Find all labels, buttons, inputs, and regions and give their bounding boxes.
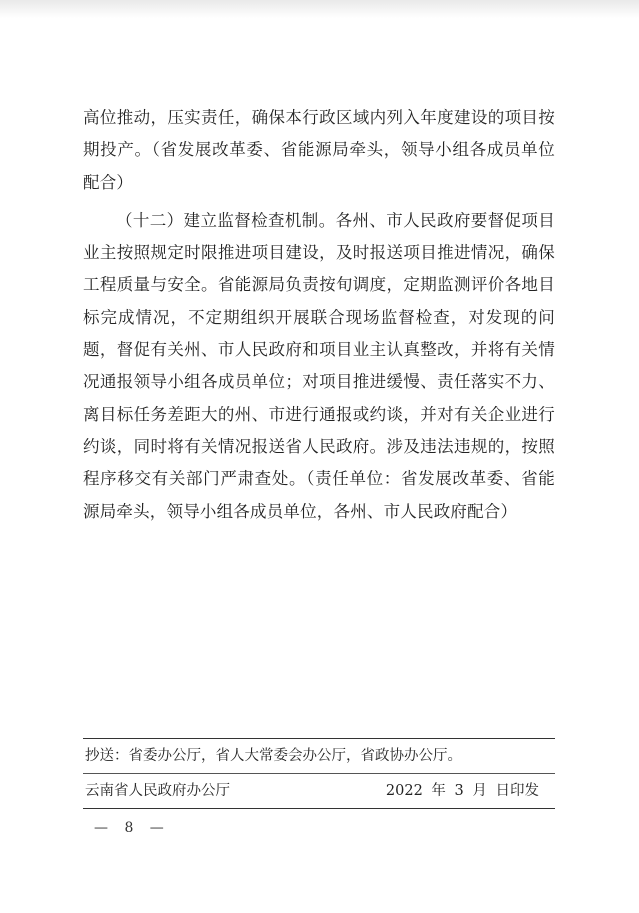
distribution-block [83,738,555,809]
paragraph-supervision-mechanism: （十二）建立监督检查机制。各州、市人民政府要督促项目业主按照规定时限推进项目建设，及时报送项目推进情况，确保工程质量与安全。省能源局负责按旬调度，定期监测评价各地目标完成情况，不定期组织开展联合现场监督检查，对发现的问题，督促有关州、市人民政府和项目业主认真整改，并将有关情况通报领导小组各成员单位；对项目推进缓慢、责任落实不力、离目标任务差距大的州、市进行通报或约谈，并对有关企业进行约谈，同时将有关情况报送省人民政府。涉及违法违规的，按照程序移交有关部门严肃查处。（责任单位：省发展改革委、省能源局牵头，领导小组各成员单位，各州、市人民政府配合） [83,210,555,521]
body-text [83,102,555,528]
cc-line: 抄送：省委办公厅，省人大常委会办公厅，省政协办公厅。 [83,739,555,774]
paragraph-continuation: 高位推动，压实责任，确保本行政区域内列入年度建设的项目按期投产。（省发展改革委、省能源局牵头，领导小组各成员单位配合） [83,108,555,192]
issuer-line [83,774,555,808]
issuer-name: 云南省人民政府办公厅 [85,783,230,799]
issue-date: 2022 年 3 月 日印发 [385,783,539,799]
page-number: — 8 — [94,820,170,836]
page-top-shadow [0,0,639,18]
